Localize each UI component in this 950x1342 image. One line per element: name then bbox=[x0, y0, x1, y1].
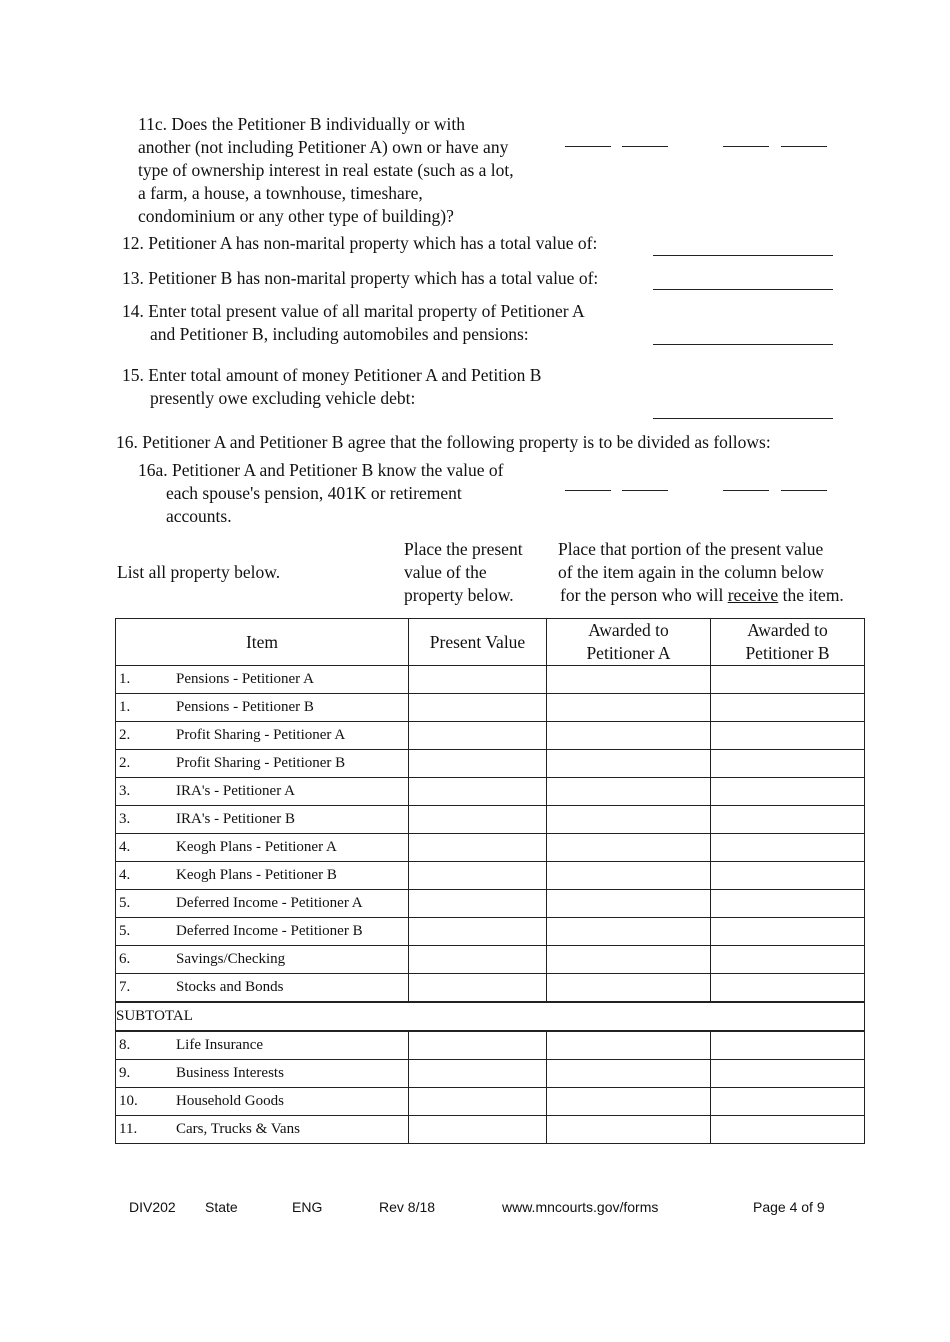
footer-language: ENG bbox=[292, 1199, 323, 1215]
no-blank-b-16a[interactable] bbox=[781, 490, 827, 491]
receive-underlined: receive bbox=[727, 585, 779, 605]
awarded-b-cell[interactable] bbox=[711, 862, 865, 890]
table-row bbox=[116, 1088, 865, 1116]
question-15-line: 15. Enter total amount of money Petitioner A and Petition B bbox=[122, 365, 542, 385]
item-number: 8. bbox=[119, 1037, 131, 1053]
present-value-cell[interactable] bbox=[409, 890, 547, 918]
question-11c-line: type of ownership interest in real estate (such as a lot, bbox=[138, 160, 514, 180]
table-row bbox=[116, 750, 865, 778]
table-row bbox=[116, 806, 865, 834]
yes-blank-b[interactable] bbox=[723, 146, 769, 147]
awarded-a-cell[interactable] bbox=[547, 890, 711, 918]
item-label: Savings/Checking bbox=[176, 951, 286, 967]
awarded-a-cell[interactable] bbox=[547, 750, 711, 778]
table-header-row bbox=[116, 619, 865, 666]
awarded-b-cell[interactable] bbox=[711, 694, 865, 722]
item-cell bbox=[116, 918, 409, 946]
question-11c-line: another (not including Petitioner A) own or have any bbox=[138, 137, 509, 157]
place-value-line: property below. bbox=[404, 585, 514, 605]
table-row bbox=[116, 778, 865, 806]
header-awarded-a-line: Awarded to bbox=[588, 620, 669, 640]
header-awarded-b-line: Petitioner B bbox=[745, 643, 830, 663]
item-label: Deferred Income - Petitioner B bbox=[176, 923, 363, 939]
yes-blank-b-16a[interactable] bbox=[723, 490, 769, 491]
item-label: Profit Sharing - Petitioner B bbox=[176, 755, 346, 771]
question-14-line: and Petitioner B, including automobiles and pensions: bbox=[150, 324, 529, 344]
yes-blank-a[interactable] bbox=[565, 146, 611, 147]
item-label: Deferred Income - Petitioner A bbox=[176, 895, 363, 911]
awarded-a-cell[interactable] bbox=[547, 666, 711, 694]
subtotal-label: SUBTOTAL bbox=[116, 1002, 865, 1031]
list-property-instruction: List all property below. bbox=[117, 562, 281, 582]
table-row bbox=[116, 722, 865, 750]
awarded-a-cell[interactable] bbox=[547, 1031, 711, 1060]
item-number: 3. bbox=[119, 783, 131, 799]
table-row bbox=[116, 1116, 865, 1144]
property-table bbox=[115, 618, 865, 1144]
item-label: Life Insurance bbox=[176, 1037, 264, 1053]
item-number: 6. bbox=[119, 951, 131, 967]
present-value-cell[interactable] bbox=[409, 834, 547, 862]
item-number: 7. bbox=[119, 979, 131, 995]
item-cell bbox=[116, 1031, 409, 1060]
present-value-cell[interactable] bbox=[409, 946, 547, 974]
item-cell bbox=[116, 1116, 409, 1144]
present-value-cell[interactable] bbox=[409, 750, 547, 778]
awarded-b-cell[interactable] bbox=[711, 890, 865, 918]
present-value-cell[interactable] bbox=[409, 806, 547, 834]
question-16a-line: accounts. bbox=[166, 506, 232, 526]
question-15 bbox=[122, 364, 541, 410]
table-row bbox=[116, 1060, 865, 1088]
item-label: Keogh Plans - Petitioner A bbox=[176, 839, 337, 855]
item-cell bbox=[116, 722, 409, 750]
present-value-cell[interactable] bbox=[409, 694, 547, 722]
item-number: 5. bbox=[119, 923, 131, 939]
awarded-b-cell[interactable] bbox=[711, 974, 865, 1003]
awarded-b-cell[interactable] bbox=[711, 666, 865, 694]
item-label: Pensions - Petitioner B bbox=[176, 699, 314, 715]
item-number: 2. bbox=[119, 755, 131, 771]
footer-form-id: DIV202 bbox=[129, 1199, 176, 1215]
question-13: 13. Petitioner B has non-marital property which has a total value of: bbox=[122, 268, 599, 288]
present-value-cell[interactable] bbox=[409, 722, 547, 750]
item-cell bbox=[116, 974, 409, 1003]
question-14-line: 14. Enter total present value of all marital property of Petitioner A bbox=[122, 301, 585, 321]
header-awarded-b-line: Awarded to bbox=[747, 620, 828, 640]
place-portion-line bbox=[558, 584, 844, 607]
awarded-a-cell[interactable] bbox=[547, 946, 711, 974]
place-value-line: value of the bbox=[404, 562, 487, 582]
question-16a-line: each spouse's pension, 401K or retirement bbox=[166, 483, 462, 503]
subtotal-row bbox=[116, 1002, 865, 1031]
awarded-a-cell[interactable] bbox=[547, 862, 711, 890]
awarded-a-cell[interactable] bbox=[547, 1116, 711, 1144]
item-label: IRA's - Petitioner A bbox=[176, 783, 295, 799]
question-11c bbox=[138, 113, 514, 228]
present-value-cell[interactable] bbox=[409, 1116, 547, 1144]
question-16a-line: 16a. Petitioner A and Petitioner B know the value of bbox=[138, 460, 504, 480]
item-number: 3. bbox=[119, 811, 131, 827]
item-number: 1. bbox=[119, 671, 131, 687]
item-number: 2. bbox=[119, 727, 131, 743]
item-label: Stocks and Bonds bbox=[176, 979, 284, 995]
table-row bbox=[116, 834, 865, 862]
awarded-b-cell[interactable] bbox=[711, 750, 865, 778]
item-number: 10. bbox=[119, 1093, 138, 1109]
present-value-cell[interactable] bbox=[409, 918, 547, 946]
item-cell bbox=[116, 806, 409, 834]
awarded-b-cell[interactable] bbox=[711, 722, 865, 750]
awarded-a-cell[interactable] bbox=[547, 834, 711, 862]
table-row bbox=[116, 694, 865, 722]
item-label: Keogh Plans - Petitioner B bbox=[176, 867, 337, 883]
item-cell bbox=[116, 750, 409, 778]
header-present-value: Present Value bbox=[409, 619, 547, 666]
table-row bbox=[116, 862, 865, 890]
place-portion-text: the item. bbox=[778, 585, 844, 605]
item-cell bbox=[116, 946, 409, 974]
awarded-b-cell[interactable] bbox=[711, 918, 865, 946]
item-cell bbox=[116, 862, 409, 890]
q14-value-blank[interactable] bbox=[653, 344, 833, 345]
awarded-a-cell[interactable] bbox=[547, 1060, 711, 1088]
item-number: 9. bbox=[119, 1065, 131, 1081]
awarded-b-cell[interactable] bbox=[711, 1060, 865, 1088]
item-number: 5. bbox=[119, 895, 131, 911]
item-number: 1. bbox=[119, 699, 131, 715]
table-row bbox=[116, 974, 865, 1003]
present-value-cell[interactable] bbox=[409, 1060, 547, 1088]
present-value-cell[interactable] bbox=[409, 862, 547, 890]
header-awarded-b bbox=[711, 619, 865, 666]
q12-value-blank[interactable] bbox=[653, 255, 833, 256]
item-number: 11. bbox=[119, 1121, 138, 1137]
place-portion-line: Place that portion of the present value bbox=[558, 539, 824, 559]
question-11c-line: a farm, a house, a townhouse, timeshare, bbox=[138, 183, 423, 203]
question-16: 16. Petitioner A and Petitioner B agree that the following property is to be divided as follows: bbox=[116, 432, 771, 452]
question-11c-line: condominium or any other type of building)? bbox=[138, 206, 454, 226]
awarded-b-cell[interactable] bbox=[711, 806, 865, 834]
yes-blank-a-16a[interactable] bbox=[565, 490, 611, 491]
question-11c-line: 11c. Does the Petitioner B individually or with bbox=[138, 114, 465, 134]
question-15-line: presently owe excluding vehicle debt: bbox=[150, 388, 416, 408]
item-cell bbox=[116, 890, 409, 918]
q13-value-blank[interactable] bbox=[653, 289, 833, 290]
header-awarded-a bbox=[547, 619, 711, 666]
item-cell bbox=[116, 834, 409, 862]
awarded-b-cell[interactable] bbox=[711, 1031, 865, 1060]
item-label: Cars, Trucks & Vans bbox=[176, 1121, 300, 1137]
header-awarded-a-line: Petitioner A bbox=[586, 643, 671, 663]
awarded-a-cell[interactable] bbox=[547, 722, 711, 750]
awarded-a-cell[interactable] bbox=[547, 806, 711, 834]
present-value-cell[interactable] bbox=[409, 1031, 547, 1060]
no-blank-a[interactable] bbox=[622, 146, 668, 147]
table-row bbox=[116, 918, 865, 946]
question-14 bbox=[122, 300, 585, 346]
awarded-a-cell[interactable] bbox=[547, 974, 711, 1003]
awarded-a-cell[interactable] bbox=[547, 778, 711, 806]
awarded-b-cell[interactable] bbox=[711, 834, 865, 862]
item-cell bbox=[116, 694, 409, 722]
awarded-b-cell[interactable] bbox=[711, 946, 865, 974]
header-item: Item bbox=[116, 619, 409, 666]
item-cell bbox=[116, 666, 409, 694]
footer-page-number: Page 4 of 9 bbox=[753, 1199, 825, 1215]
question-16a bbox=[138, 459, 504, 528]
place-value-line: Place the present bbox=[404, 539, 523, 559]
item-cell bbox=[116, 1088, 409, 1116]
item-label: Pensions - Petitioner A bbox=[176, 671, 314, 687]
footer-scope: State bbox=[205, 1199, 238, 1215]
item-label: Household Goods bbox=[176, 1093, 284, 1109]
present-value-cell[interactable] bbox=[409, 666, 547, 694]
place-value-instruction bbox=[404, 538, 523, 607]
awarded-a-cell[interactable] bbox=[547, 918, 711, 946]
footer-url[interactable]: www.mncourts.gov/forms bbox=[502, 1199, 659, 1215]
place-portion-line: of the item again in the column below bbox=[558, 562, 824, 582]
item-cell bbox=[116, 778, 409, 806]
question-12: 12. Petitioner A has non-marital property which has a total value of: bbox=[122, 233, 598, 253]
awarded-a-cell[interactable] bbox=[547, 694, 711, 722]
awarded-b-cell[interactable] bbox=[711, 778, 865, 806]
present-value-cell[interactable] bbox=[409, 778, 547, 806]
awarded-b-cell[interactable] bbox=[711, 1116, 865, 1144]
awarded-a-cell[interactable] bbox=[547, 1088, 711, 1116]
place-portion-instruction bbox=[558, 538, 844, 607]
table-row bbox=[116, 1031, 865, 1060]
no-blank-a-16a[interactable] bbox=[622, 490, 668, 491]
item-number: 4. bbox=[119, 867, 131, 883]
item-label: Profit Sharing - Petitioner A bbox=[176, 727, 346, 743]
item-number: 4. bbox=[119, 839, 131, 855]
item-label: Business Interests bbox=[176, 1065, 284, 1081]
item-label: IRA's - Petitioner B bbox=[176, 811, 295, 827]
table-row bbox=[116, 666, 865, 694]
table-row bbox=[116, 946, 865, 974]
table-row bbox=[116, 890, 865, 918]
place-portion-text: for the person who will bbox=[560, 585, 728, 605]
footer-revision: Rev 8/18 bbox=[379, 1199, 436, 1215]
q15-value-blank[interactable] bbox=[653, 418, 833, 419]
no-blank-b[interactable] bbox=[781, 146, 827, 147]
present-value-cell[interactable] bbox=[409, 974, 547, 1003]
present-value-cell[interactable] bbox=[409, 1088, 547, 1116]
item-cell bbox=[116, 1060, 409, 1088]
awarded-b-cell[interactable] bbox=[711, 1088, 865, 1116]
